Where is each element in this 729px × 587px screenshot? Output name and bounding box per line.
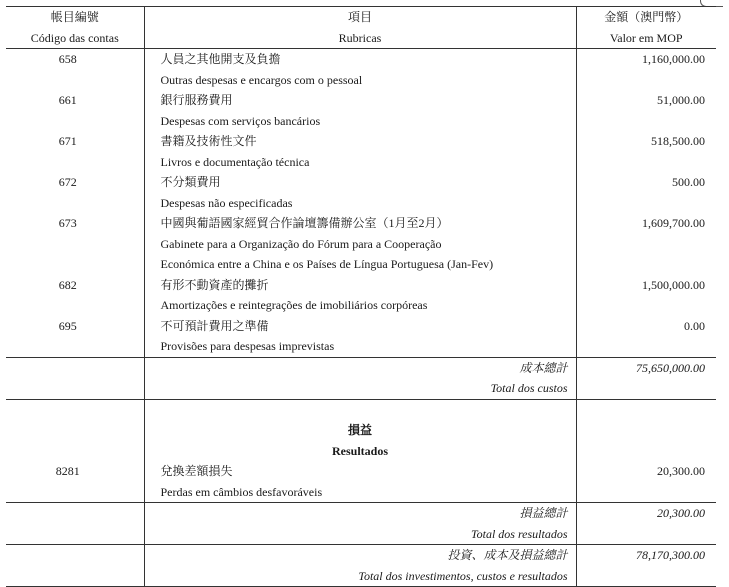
item-zh: 有形不動資產的攤折 bbox=[144, 275, 576, 296]
account-code: 695 bbox=[58, 318, 77, 333]
table-row bbox=[6, 193, 716, 214]
item-amount: 0.00 bbox=[684, 318, 705, 333]
results-total-label-pt: Total dos resultados bbox=[144, 524, 576, 545]
item-pt: Livros e documentação técnica bbox=[144, 152, 576, 173]
grand-total-row-pt bbox=[6, 566, 716, 587]
table-row bbox=[6, 295, 716, 316]
item-zh: 書籍及技術性文件 bbox=[144, 131, 576, 152]
item-pt: Outras despesas e encargos com o pessoal bbox=[144, 70, 576, 91]
section-heading-row-pt bbox=[6, 441, 716, 462]
results-section-title-pt: Resultados bbox=[144, 441, 576, 462]
item-pt: Despesas não especificadas bbox=[144, 193, 576, 214]
account-code: 682 bbox=[58, 277, 77, 292]
costs-total-row bbox=[6, 357, 716, 378]
grand-total-label-pt: Total dos investimentos, custos e resultados bbox=[144, 566, 576, 587]
table-row bbox=[6, 213, 716, 234]
account-code: 672 bbox=[58, 175, 77, 189]
item-pt: Provisões para despesas imprevistas bbox=[144, 336, 576, 357]
table-row bbox=[6, 111, 716, 132]
spacer-row bbox=[6, 399, 716, 420]
item-zh: 不可預計費用之準備 bbox=[144, 316, 576, 337]
table-row bbox=[6, 461, 716, 482]
table-row bbox=[6, 336, 716, 357]
item-pt: Amortizações e reintegrações de imobiliários corpóreas bbox=[144, 295, 576, 316]
item-pt: Gabinete para a Organização do Fórum para a Cooperação bbox=[144, 234, 576, 255]
results-section-title-zh: 損益 bbox=[144, 420, 576, 441]
header-row-zh bbox=[6, 7, 716, 28]
table-row bbox=[6, 90, 716, 111]
item-zh: 銀行服務費用 bbox=[144, 90, 576, 111]
table-row bbox=[6, 152, 716, 173]
table-row bbox=[6, 482, 716, 503]
costs-total-label-zh: 成本總計 bbox=[144, 357, 576, 378]
item-zh: 兌換差額損失 bbox=[144, 461, 576, 482]
results-total-row-pt bbox=[6, 524, 716, 545]
item-amount: 51,000.00 bbox=[657, 93, 705, 107]
header-code-zh: 帳目編號 bbox=[6, 7, 144, 28]
item-amount: 1,500,000.00 bbox=[642, 277, 705, 292]
item-zh: 不分類費用 bbox=[144, 172, 576, 193]
results-total-amount: 20,300.00 bbox=[576, 503, 716, 524]
header-amount-pt: Valor em MOP bbox=[576, 28, 716, 49]
results-total-label-zh: 損益總計 bbox=[144, 503, 576, 524]
grand-total-amount: 78,170,300.00 bbox=[576, 545, 716, 566]
account-code: 8281 bbox=[55, 464, 80, 478]
table-row bbox=[6, 234, 716, 255]
grand-total-label-zh: 投資、成本及損益總計 bbox=[144, 545, 576, 566]
table-row bbox=[6, 49, 716, 70]
account-code: 671 bbox=[58, 134, 77, 148]
header-item-pt: Rubricas bbox=[144, 28, 576, 49]
item-amount: 1,160,000.00 bbox=[642, 52, 705, 66]
item-amount: 500.00 bbox=[672, 175, 705, 189]
header-item-zh: 項目 bbox=[144, 7, 576, 28]
header-code-pt: Código das contas bbox=[6, 28, 144, 49]
item-zh: 中國與葡語國家經貿合作論壇籌備辦公室（1月至2月） bbox=[144, 213, 576, 234]
table-row bbox=[6, 275, 716, 296]
item-zh: 人員之其他開支及負擔 bbox=[144, 49, 576, 70]
item-amount: 20,300.00 bbox=[657, 464, 705, 478]
table-row bbox=[6, 316, 716, 337]
account-code: 658 bbox=[58, 52, 77, 66]
table-row bbox=[6, 254, 716, 275]
section-heading-row bbox=[6, 420, 716, 441]
item-amount: 518,500.00 bbox=[651, 134, 705, 148]
item-amount: 1,609,700.00 bbox=[642, 216, 705, 230]
costs-total-label-pt: Total dos custos bbox=[144, 378, 576, 399]
costs-total-row-pt bbox=[6, 378, 716, 399]
item-pt: Perdas em câmbios desfavoráveis bbox=[144, 482, 576, 503]
item-pt-continued: Económica entre a China e os Países de Língua Portuguesa (Jan-Fev) bbox=[144, 254, 576, 275]
results-total-row bbox=[6, 503, 716, 524]
table-row bbox=[6, 131, 716, 152]
accounts-table bbox=[6, 6, 716, 587]
table-row bbox=[6, 172, 716, 193]
account-code: 673 bbox=[58, 216, 77, 230]
item-pt: Despesas com serviços bancários bbox=[144, 111, 576, 132]
header-row-pt bbox=[6, 28, 716, 49]
grand-total-row bbox=[6, 545, 716, 566]
account-code: 661 bbox=[58, 93, 77, 107]
table-row bbox=[6, 70, 716, 91]
costs-total-amount: 75,650,000.00 bbox=[576, 357, 716, 378]
header-amount-zh: 金額（澳門幣） bbox=[576, 7, 716, 28]
